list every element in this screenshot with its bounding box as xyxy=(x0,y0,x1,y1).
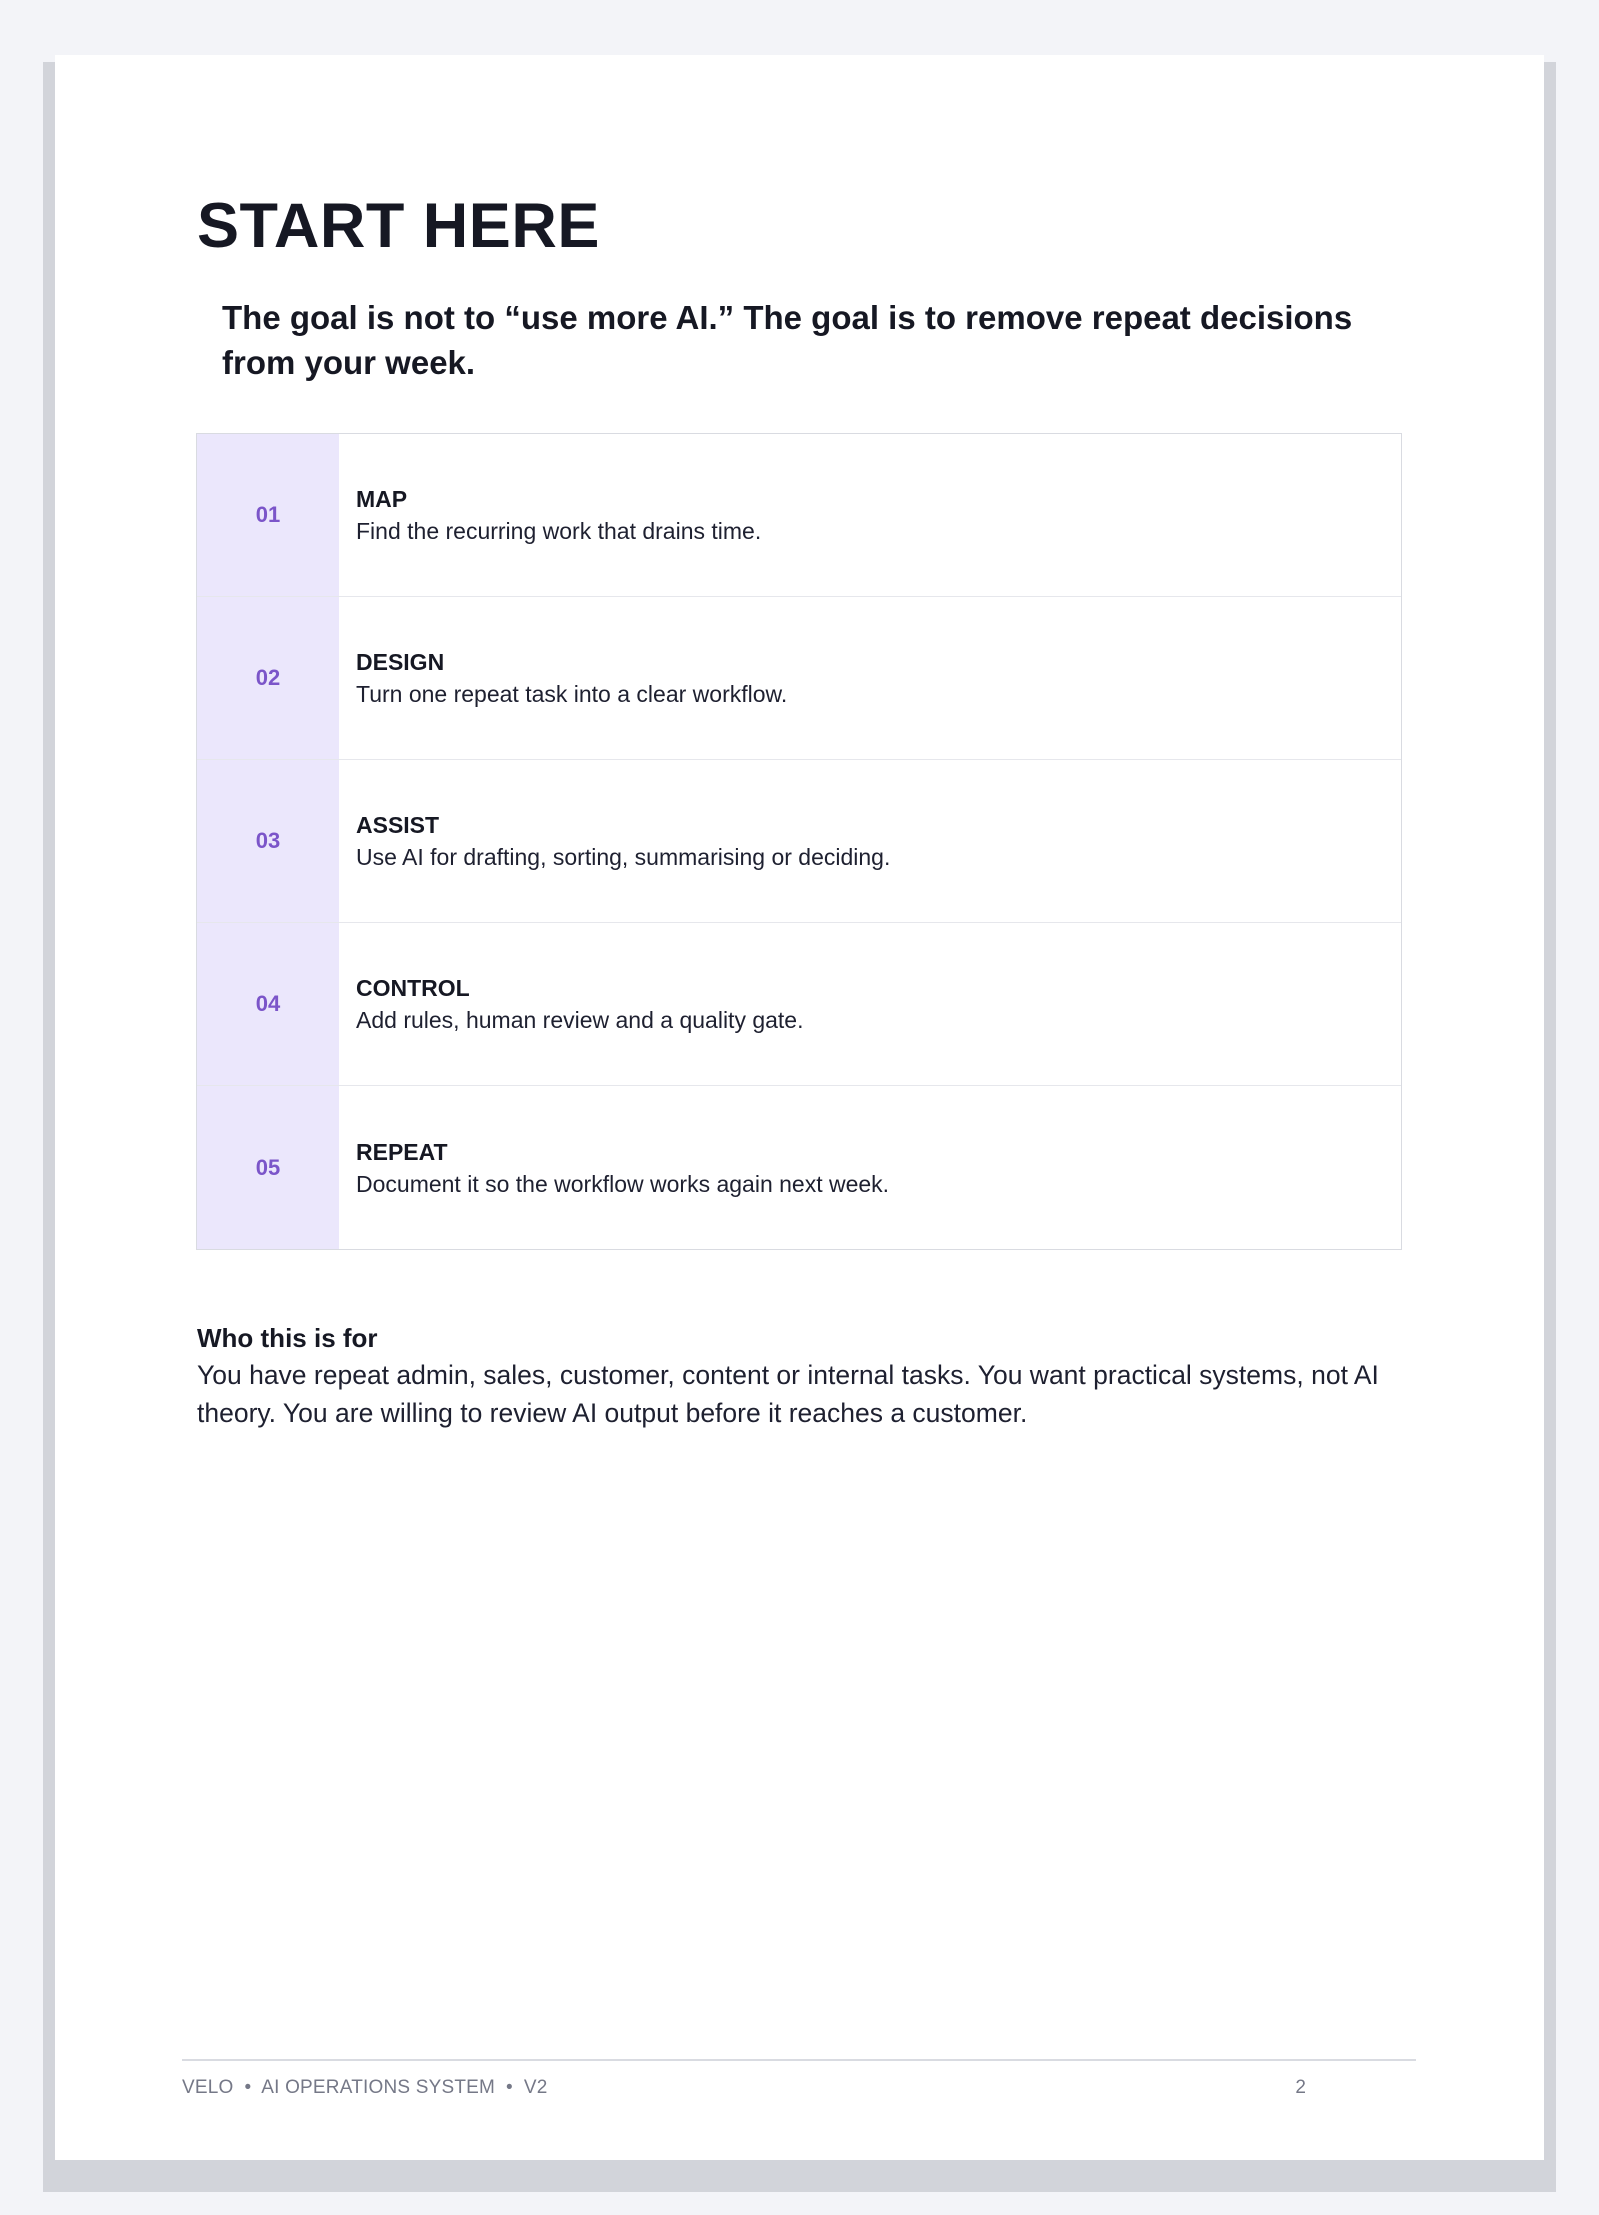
step-row xyxy=(197,760,1401,923)
steps-table xyxy=(196,433,1402,1250)
step-content xyxy=(339,760,890,922)
footer-product: AI OPERATIONS SYSTEM xyxy=(261,2077,496,2098)
step-content xyxy=(339,923,804,1085)
step-title: DESIGN xyxy=(356,649,445,675)
step-row xyxy=(197,597,1401,760)
step-title: ASSIST xyxy=(356,812,440,838)
step-title: MAP xyxy=(356,486,408,512)
footer-divider xyxy=(182,2059,1416,2061)
footer-brand: VELO xyxy=(182,2077,234,2098)
page-number: 2 xyxy=(1295,2077,1306,2098)
step-content xyxy=(339,597,787,759)
audience-heading: Who this is for xyxy=(197,1323,378,1353)
step-description: Use AI for drafting, sorting, summarising or deciding. xyxy=(356,844,891,870)
step-description: Find the recurring work that drains time. xyxy=(356,518,762,544)
step-content xyxy=(339,434,761,596)
step-row xyxy=(197,434,1401,597)
step-description: Turn one repeat task into a clear workflow. xyxy=(356,681,788,707)
step-description: Document it so the workflow works again next week. xyxy=(356,1170,890,1197)
step-row xyxy=(197,923,1401,1086)
audience-section xyxy=(197,1320,1427,1432)
step-number: 01 xyxy=(197,434,339,596)
lead-statement: The goal is not to “use more AI.” The goal is to remove repeat decisions from your week. xyxy=(222,299,1353,381)
footer-separator: • xyxy=(506,2077,513,2098)
audience-text: You have repeat admin, sales, customer, content or internal tasks. You want practical systems, not AI theory. You are willing to review AI output before it reaches a customer. xyxy=(197,1360,1379,1428)
step-title: CONTROL xyxy=(356,975,470,1001)
step-number: 03 xyxy=(197,760,339,922)
footer-separator: • xyxy=(244,2077,252,2098)
step-number: 05 xyxy=(197,1086,339,1249)
step-number: 02 xyxy=(197,597,339,759)
footer-version: V2 xyxy=(523,2077,548,2098)
step-content xyxy=(339,1086,889,1249)
step-title: REPEAT xyxy=(356,1138,448,1165)
step-row xyxy=(197,1086,1401,1249)
page-title: START HERE xyxy=(197,191,600,261)
step-number: 04 xyxy=(197,923,339,1085)
step-description: Add rules, human review and a quality gate. xyxy=(356,1007,804,1033)
footer-label xyxy=(182,2077,548,2099)
document-page xyxy=(55,55,1544,2160)
